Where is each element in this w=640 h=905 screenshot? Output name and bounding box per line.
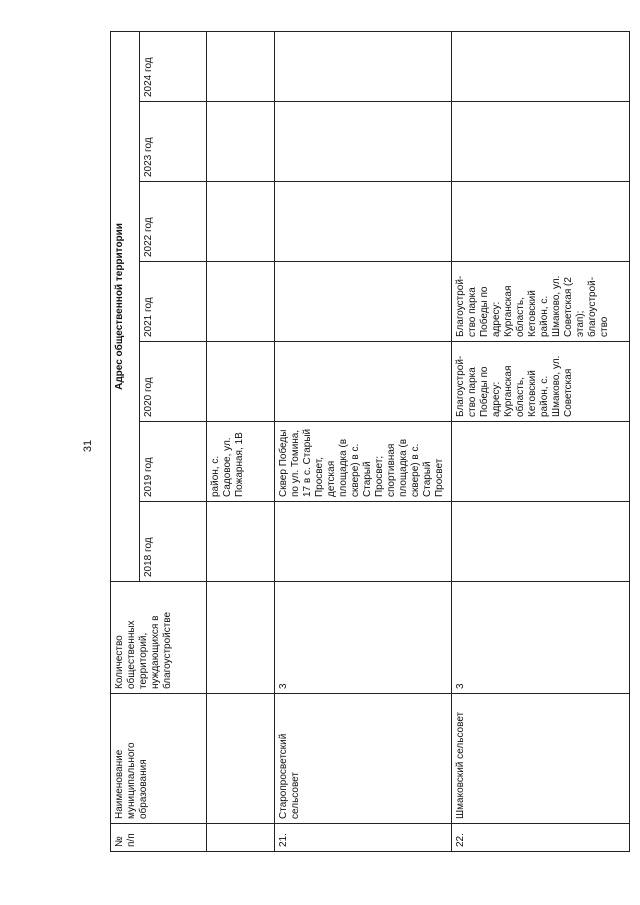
header-year: 2023 год bbox=[140, 102, 207, 182]
header-address-group: Адрес общественной территории bbox=[111, 31, 140, 581]
cell-year bbox=[207, 31, 274, 101]
cell-count bbox=[207, 582, 274, 694]
cell-year bbox=[452, 502, 630, 582]
table-row bbox=[452, 31, 630, 851]
header-municipality: Наименование муниципального образования bbox=[111, 694, 207, 824]
cell-year bbox=[207, 262, 274, 342]
cell-name bbox=[207, 694, 274, 824]
cell-year bbox=[274, 31, 452, 101]
cell-year bbox=[452, 31, 630, 101]
header-year: 2024 год bbox=[140, 31, 207, 101]
cell-num: 21. bbox=[274, 824, 452, 852]
cell-year bbox=[207, 182, 274, 262]
cell-num bbox=[207, 824, 274, 852]
page-number: 31 bbox=[82, 439, 95, 453]
cell-year: район, с. Садовое, ул. Пожарная, 1В bbox=[207, 422, 274, 502]
cell-year: Благоустрой-ство парка Победы по адресу: Курганская область, Кетовский район, с. Шмаково, ул. Советская (2 этап); благоустрой-ство bbox=[452, 262, 630, 342]
cell-year bbox=[274, 102, 452, 182]
cell-year bbox=[207, 102, 274, 182]
cell-name: Старопросветский сельсовет bbox=[274, 694, 452, 824]
header-year: 2019 год bbox=[140, 422, 207, 502]
header-num: № п/п bbox=[111, 824, 207, 852]
cell-count: 3 bbox=[274, 582, 452, 694]
header-year: 2018 год bbox=[140, 502, 207, 582]
territories-table bbox=[110, 31, 630, 852]
cell-name: Шмаковский сельсовет bbox=[452, 694, 630, 824]
cell-year bbox=[207, 342, 274, 422]
header-year: 2022 год bbox=[140, 182, 207, 262]
cell-year bbox=[452, 182, 630, 262]
cell-year bbox=[452, 422, 630, 502]
table-row bbox=[274, 31, 452, 851]
cell-year bbox=[452, 102, 630, 182]
cell-year bbox=[274, 342, 452, 422]
header-year: 2021 год bbox=[140, 262, 207, 342]
header-year: 2020 год bbox=[140, 342, 207, 422]
cell-year: Сквер Победы по ул. Томина, 17 в с. Старый Просвет, детская площадка (в сквере) в с. Старый Просвет; спортивная площадка (в сквере) в с. Старый Просвет bbox=[274, 422, 452, 502]
table-wrapper bbox=[110, 32, 630, 852]
cell-year bbox=[207, 502, 274, 582]
cell-num: 22. bbox=[452, 824, 630, 852]
cell-count: 3 bbox=[452, 582, 630, 694]
cell-year bbox=[274, 262, 452, 342]
header-group-row bbox=[111, 31, 140, 851]
cell-year bbox=[274, 182, 452, 262]
cell-year bbox=[274, 502, 452, 582]
header-count: Количество общественных территорий, нуждающихся в благоустройстве bbox=[111, 582, 207, 694]
table-row bbox=[207, 31, 274, 851]
cell-year: Благоустрой-ство парка Победы по адресу: Курганская область, Кетовский район, с. Шмаково, ул. Советская bbox=[452, 342, 630, 422]
